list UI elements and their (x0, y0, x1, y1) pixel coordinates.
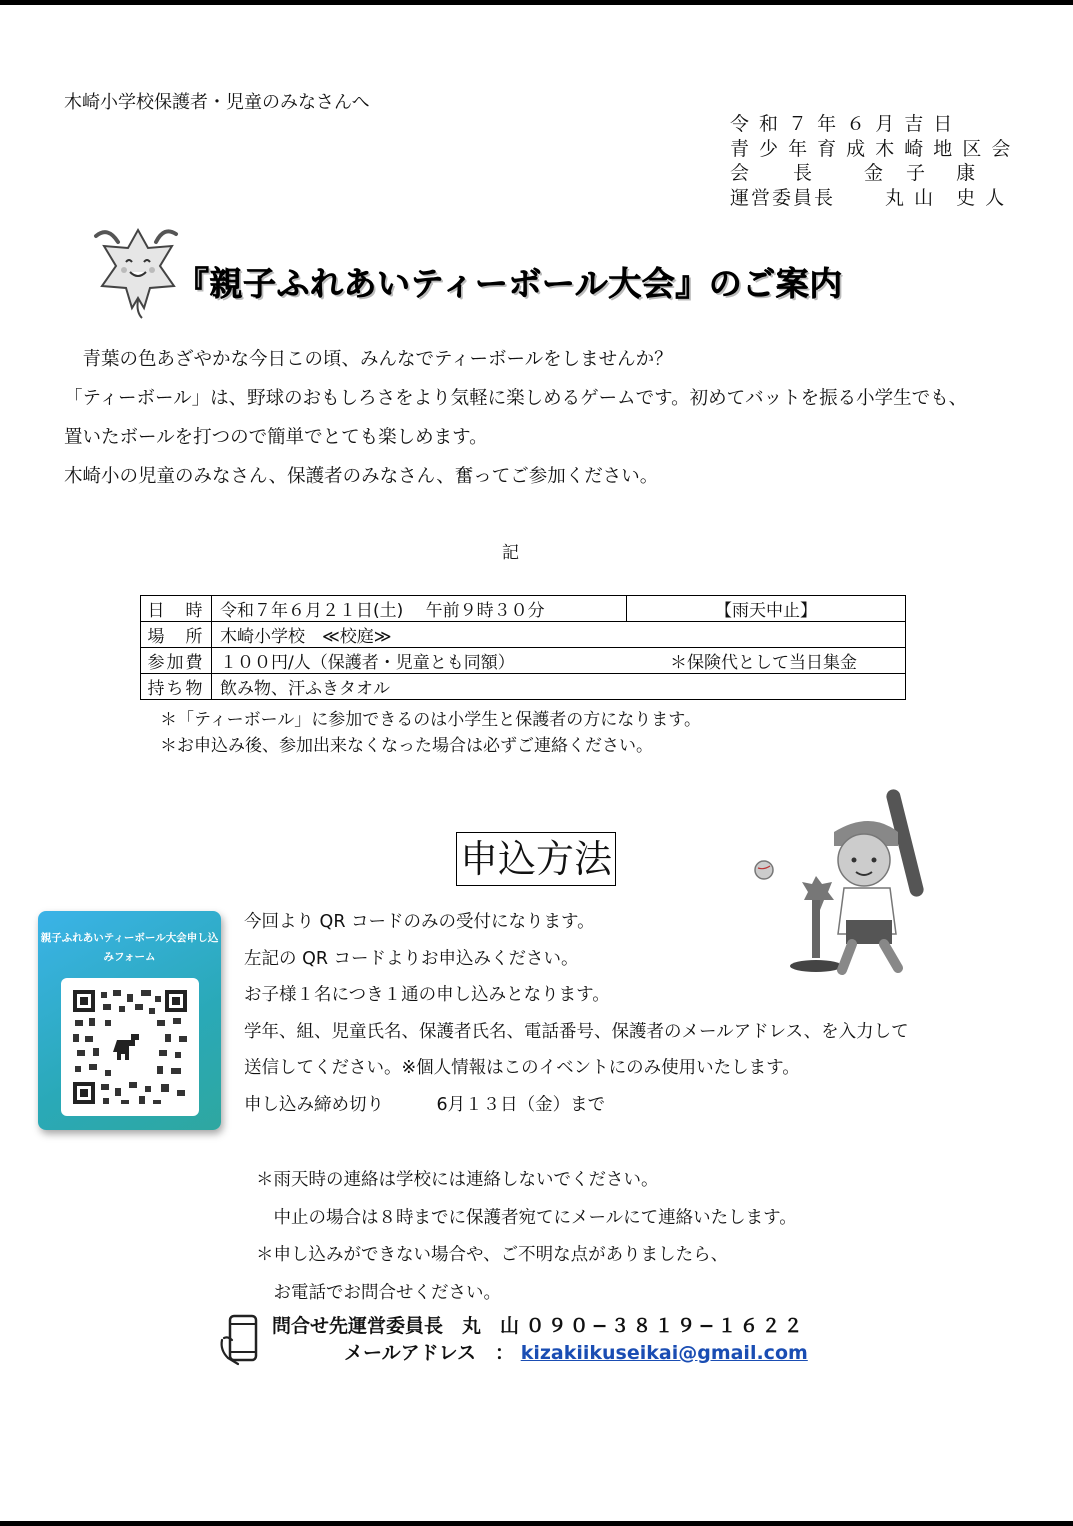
intro-text (64, 340, 967, 496)
intro-line: 「ティーボール」は、野球のおもしろさをより気軽に楽しめるゲームです。初めてバットを振る小学生でも、 (64, 388, 968, 409)
rain-note-line: お電話でお問合せください。 (256, 1282, 501, 1303)
intro-line: 置いたボールを打つので簡単でとても楽しめます。 (64, 427, 488, 448)
bottom-border (0, 1521, 1073, 1526)
contact-mail-link[interactable]: kizakiikuseikai@gmail.com (520, 1342, 808, 1364)
row-value-fee (212, 648, 906, 674)
rain-note-line: ＊雨天時の連絡は学校には連絡しないでください。 (256, 1170, 659, 1190)
rain-note-line: 中止の場合は８時までに保護者宛てにメールにて連絡いたします。 (256, 1207, 797, 1228)
contact-label: 問合せ先運営委員長 丸 山 (272, 1315, 520, 1337)
sender-manager: 運営委員長 丸 山 史 人 (730, 186, 1007, 209)
table-row (141, 674, 906, 700)
phone-icon (218, 1314, 262, 1366)
note-line: ＊「ティーボール」に参加できるのは小学生と保護者の方になります。 (160, 710, 701, 730)
top-border (0, 0, 1073, 5)
apply-heading: 申込方法 (456, 832, 616, 886)
addressee: 木崎小学校保護者・児童のみなさんへ (64, 92, 370, 113)
sender-date: 令 和 ７ 年 ６ 月 吉 日 (730, 113, 955, 135)
contact-mail-row (272, 1340, 808, 1367)
row-value-place: 木崎小学校 ≪校庭≫ (212, 622, 906, 648)
page-title: 『親子ふれあいティーボール大会』のご案内 (176, 264, 843, 303)
row-label-items: 持ち物 (141, 674, 212, 700)
table-row (141, 648, 906, 674)
qr-code-icon[interactable] (61, 978, 199, 1116)
qr-card[interactable] (38, 911, 221, 1130)
sender-block (730, 112, 1012, 210)
apply-deadline: 申し込み締め切り 6月１３日（金）まで (244, 1094, 606, 1115)
qr-code-box[interactable] (61, 978, 199, 1116)
contact-mail-label: メールアドレス ： (344, 1342, 515, 1364)
intro-line: 木崎小の児童のみなさん、保護者のみなさん、奮ってご参加ください。 (64, 466, 659, 487)
apply-line: お子様１名につき１通の申し込みとなります。 (244, 985, 610, 1005)
sender-chair: 会 長 金 子 康 (730, 162, 978, 184)
apply-line: 左記の QR コードよりお申込みください。 (244, 948, 579, 969)
row-label-place: 場 所 (141, 622, 212, 648)
rain-cancel-note: 【雨天中止】 (627, 596, 906, 622)
ki-heading: 記 (502, 543, 519, 563)
row-label-datetime: 日 時 (141, 596, 212, 622)
table-row (141, 622, 906, 648)
mascot-icon (88, 222, 188, 322)
contact-block (272, 1313, 808, 1367)
details-table (140, 595, 906, 700)
table-row (141, 596, 906, 622)
sender-org: 青 少 年 育 成 木 崎 地 区 会 (730, 137, 1013, 160)
qr-caption: 親子ふれあいティーボール大会申し込みフォーム (40, 932, 219, 963)
apply-line: 送信してください。※個人情報はこのイベントにのみ使用いたします。 (244, 1058, 800, 1078)
contact-phone-row (272, 1313, 808, 1340)
apply-instructions (244, 904, 909, 1123)
row-value-datetime: 令和７年６月２１日(土) 午前９時３０分 (212, 596, 627, 622)
contact-phone: ０９０−３８１９−１６２２ (525, 1315, 806, 1337)
fee-note: ＊保険代として当日集金 (670, 653, 857, 673)
rain-note-line: ＊申し込みができない場合や、ご不明な点がありましたら、 (256, 1245, 729, 1265)
apply-line: 学年、組、児童氏名、保護者氏名、電話番号、保護者のメールアドレス、を入力して (244, 1021, 909, 1042)
table-notes (160, 707, 701, 759)
fee-value: １００円/人（保護者・児童とも同額） (220, 653, 515, 673)
apply-line: 今回より QR コードのみの受付になります。 (244, 912, 595, 932)
row-value-items: 飲み物、汗ふきタオル (212, 674, 906, 700)
note-line: ＊お申込み後、参加出来なくなった場合は必ずご連絡ください。 (160, 736, 653, 756)
rain-notes (256, 1162, 797, 1312)
title-area (88, 222, 908, 327)
intro-line: 青葉の色あざやかな今日この頃、みんなでティーボールをしませんか？ (64, 349, 673, 370)
row-label-fee: 参加費 (141, 648, 212, 674)
